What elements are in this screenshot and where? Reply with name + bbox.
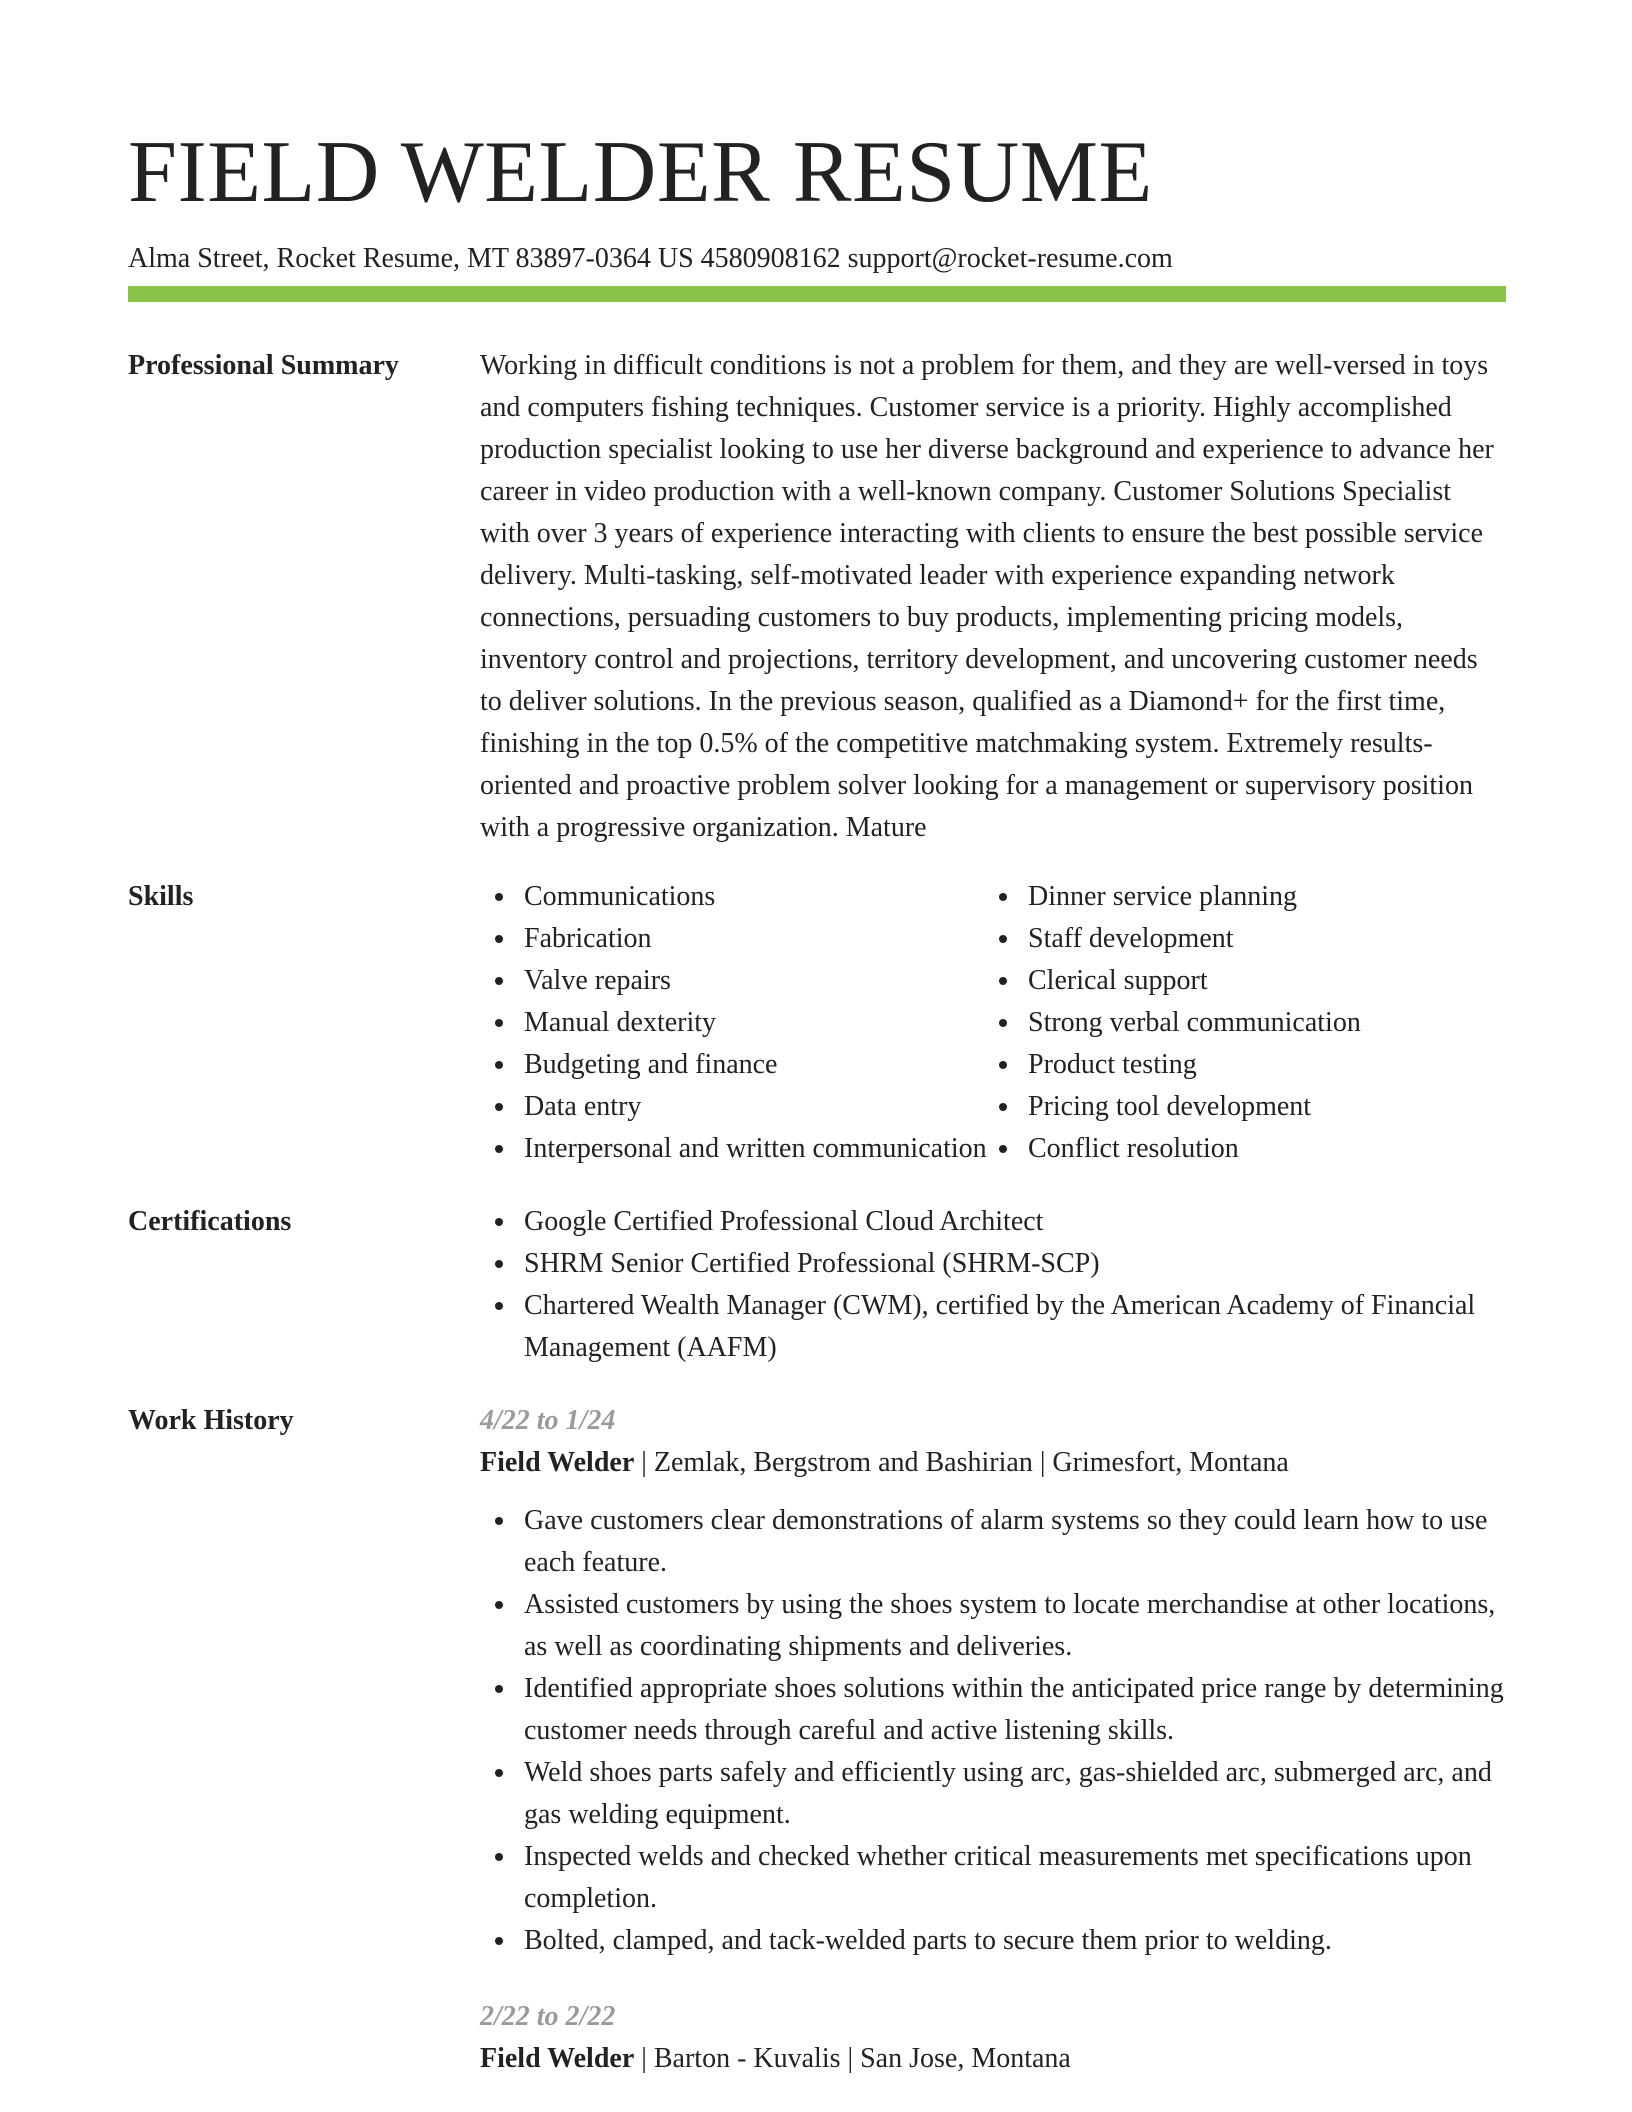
job-entry xyxy=(480,1400,1506,1962)
skill-item: Interpersonal and written communication xyxy=(480,1128,1000,1170)
work-history-label: Work History xyxy=(128,1405,294,1436)
accent-divider xyxy=(128,286,1506,302)
responsibility-item: Weld shoes parts safely and efficiently using arc, gas-shielded arc, submerged arc, and gas welding equipment. xyxy=(480,1752,1506,1836)
skill-item: Fabrication xyxy=(480,918,1000,960)
job-employer-location: | Zemlak, Bergstrom and Bashirian | Grimesfort, Montana xyxy=(634,1447,1289,1478)
skill-item: Data entry xyxy=(480,1086,1000,1128)
work-history-body xyxy=(480,1400,1506,2080)
skills-column-left xyxy=(480,876,1000,1170)
certification-item: SHRM Senior Certified Professional (SHRM-SCP) xyxy=(480,1243,1506,1285)
job-employer-location: | Barton - Kuvalis | San Jose, Montana xyxy=(634,2043,1071,2074)
skill-item: Communications xyxy=(480,876,1000,918)
job-title: Field Welder xyxy=(480,1447,635,1478)
resume-title: FIELD WELDER RESUME xyxy=(128,124,1153,221)
certifications-list xyxy=(480,1201,1506,1369)
skill-item: Staff development xyxy=(984,918,1504,960)
skills-column-right xyxy=(984,876,1504,1170)
certification-item: Google Certified Professional Cloud Architect xyxy=(480,1201,1506,1243)
resume-header xyxy=(128,118,1506,276)
responsibility-item: Identified appropriate shoes solutions within the anticipated price range by determining customer needs through careful and active listening skills. xyxy=(480,1668,1506,1752)
certification-item: Chartered Wealth Manager (CWM), certified by the American Academy of Financial Management (AAFM) xyxy=(480,1285,1506,1369)
job-entry xyxy=(480,1996,1506,2080)
responsibility-item: Bolted, clamped, and tack-welded parts to secure them prior to welding. xyxy=(480,1920,1506,1962)
skill-item: Clerical support xyxy=(984,960,1504,1002)
summary-text: Working in difficult conditions is not a problem for them, and they are well-versed in toys and computers fishing techniques. Customer service is a priority. Highly accomplished production specialist looking to use her diverse background and experience to advance her career in video production with a well-known company. Customer Solutions Specialist with over 3 years of experience interacting with clients to ensure the best possible service delivery. Multi-tasking, self-motivated leader with experience expanding network connections, persuading customers to buy products, implementing pricing models, inventory control and projections, territory development, and uncovering customer needs to deliver solutions. In the previous season, qualified as a Diamond+ for the first time, finishing in the top 0.5% of the competitive matchmaking system. Extremely results-oriented and proactive problem solver looking for a management or supervisory position with a progressive organization. Mature xyxy=(480,350,1494,843)
job-title: Field Welder xyxy=(480,2043,635,2074)
summary-label: Professional Summary xyxy=(128,350,399,381)
responsibility-item: Assisted customers by using the shoes system to locate merchandise at other locations, as well as coordinating shipments and deliveries. xyxy=(480,1584,1506,1668)
job-responsibilities xyxy=(480,1500,1506,1962)
job-dates: 2/22 to 2/22 xyxy=(480,2001,616,2032)
summary-body xyxy=(480,345,1506,849)
skill-item: Budgeting and finance xyxy=(480,1044,1000,1086)
skill-item: Manual dexterity xyxy=(480,1002,1000,1044)
skill-item: Product testing xyxy=(984,1044,1504,1086)
skill-item: Strong verbal communication xyxy=(984,1002,1504,1044)
contact-info: Alma Street, Rocket Resume, MT 83897-0364 US 4580908162 support@rocket-resume.com xyxy=(128,243,1173,274)
skill-item: Valve repairs xyxy=(480,960,1000,1002)
job-heading xyxy=(480,2038,1506,2080)
skill-item: Conflict resolution xyxy=(984,1128,1504,1170)
skill-item: Dinner service planning xyxy=(984,876,1504,918)
job-heading xyxy=(480,1442,1506,1484)
skill-item: Pricing tool development xyxy=(984,1086,1504,1128)
responsibility-item: Inspected welds and checked whether critical measurements met specifications upon completion. xyxy=(480,1836,1506,1920)
certifications-body xyxy=(480,1201,1506,1369)
certifications-label: Certifications xyxy=(128,1206,292,1237)
job-dates: 4/22 to 1/24 xyxy=(480,1405,616,1436)
skills-label: Skills xyxy=(128,881,194,912)
responsibility-item: Gave customers clear demonstrations of alarm systems so they could learn how to use each feature. xyxy=(480,1500,1506,1584)
